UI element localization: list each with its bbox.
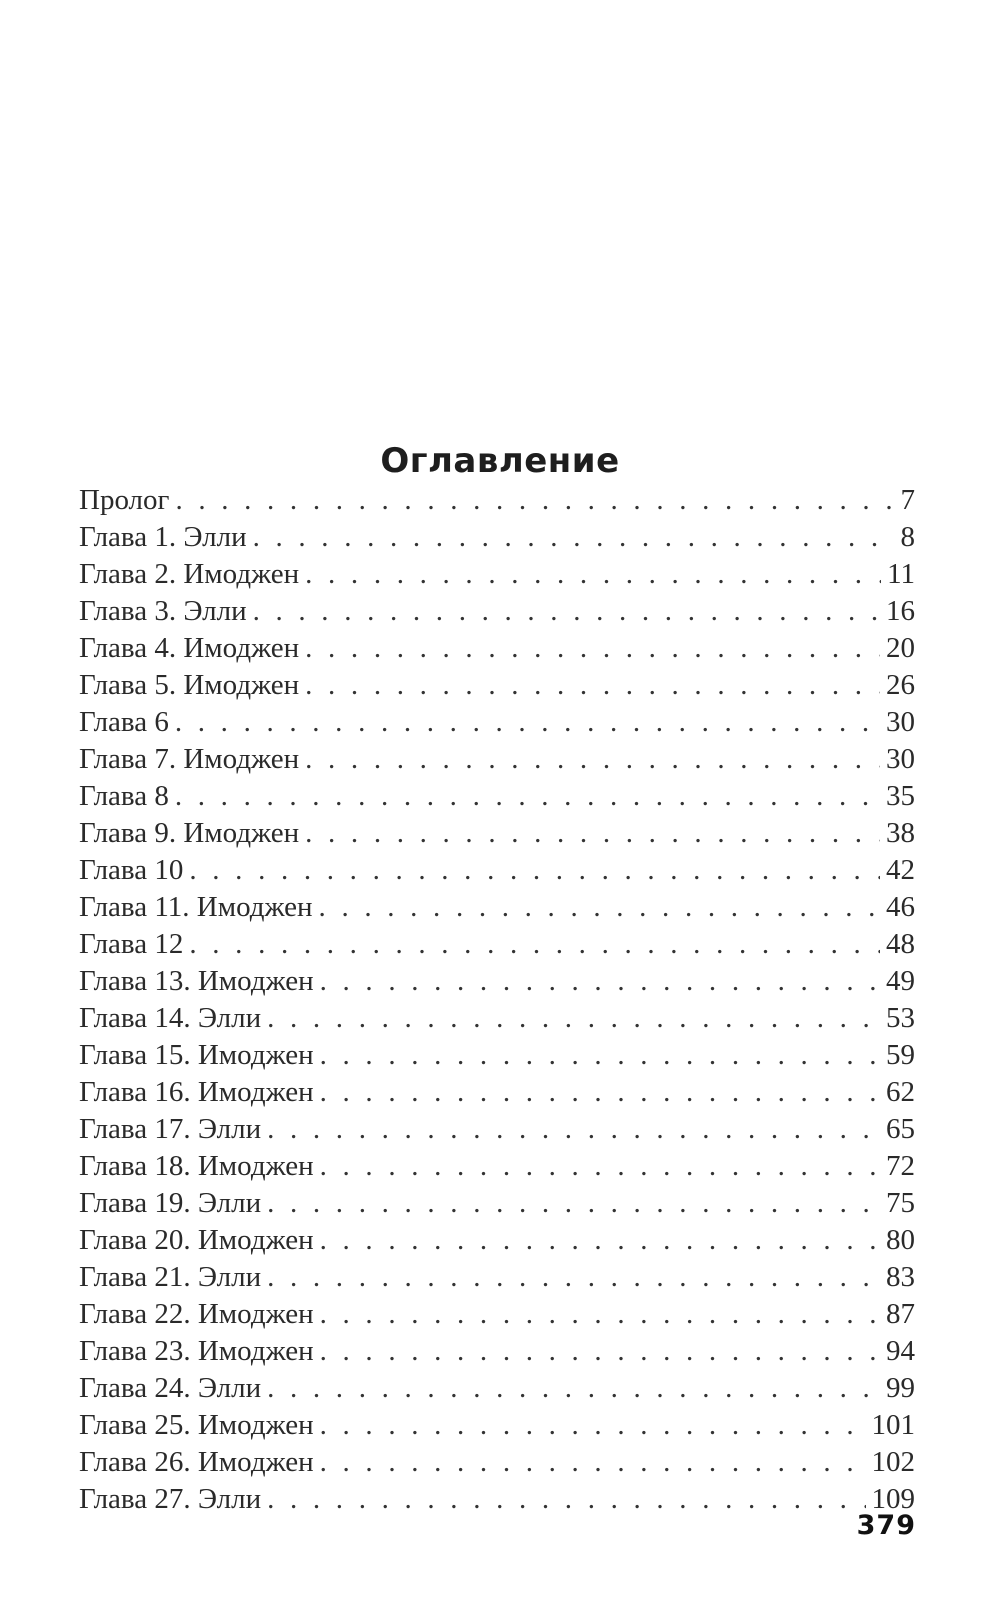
toc-entry-page: 101 <box>871 1409 915 1441</box>
toc-entry-label: Глава 25. Имоджен <box>79 1409 314 1441</box>
toc-entry <box>79 1372 915 1409</box>
toc-entry-page: 20 <box>886 632 915 664</box>
toc-entry-page: 7 <box>900 484 915 516</box>
toc-entry <box>79 854 915 891</box>
toc-entry-label: Глава 12 <box>79 928 184 960</box>
toc-entry-label: Глава 18. Имоджен <box>79 1150 314 1182</box>
toc-entry-page: 59 <box>886 1039 915 1071</box>
toc-entry-label: Глава 10 <box>79 854 184 886</box>
dot-leader <box>320 1039 880 1072</box>
toc-entry-label: Глава 7. Имоджен <box>79 743 300 775</box>
toc-entry-label: Пролог <box>79 484 170 516</box>
toc-entry-page: 46 <box>886 891 915 923</box>
toc-entry-label: Глава 16. Имоджен <box>79 1076 314 1108</box>
toc-entry <box>79 1002 915 1039</box>
toc-entry-label: Глава 4. Имоджен <box>79 632 300 664</box>
dot-leader <box>320 1076 880 1109</box>
toc-entry-page: 49 <box>886 965 915 997</box>
toc-entry <box>79 1187 915 1224</box>
toc-entry-page: 48 <box>886 928 915 960</box>
toc-entry-label: Глава 3. Элли <box>79 595 247 627</box>
toc-entry-label: Глава 14. Элли <box>79 1002 262 1034</box>
toc-entry-label: Глава 11. Имоджен <box>79 891 313 923</box>
toc-entry-page: 8 <box>900 521 915 553</box>
toc-entry-label: Глава 6 <box>79 706 169 738</box>
toc-entry-page: 35 <box>886 780 915 812</box>
toc-entry-label: Глава 20. Имоджен <box>79 1224 314 1256</box>
toc-entry-page: 72 <box>886 1150 915 1182</box>
dot-leader <box>267 1002 880 1035</box>
toc-entry <box>79 595 915 632</box>
dot-leader <box>189 854 880 887</box>
toc-entry <box>79 891 915 928</box>
dot-leader <box>175 706 880 739</box>
toc-entry <box>79 743 915 780</box>
toc-entry <box>79 558 915 595</box>
toc-entry-page: 53 <box>886 1002 915 1034</box>
toc-entry-label: Глава 13. Имоджен <box>79 965 314 997</box>
toc-entry <box>79 1113 915 1150</box>
toc-entry <box>79 1409 915 1446</box>
toc-entry-page: 109 <box>871 1483 915 1515</box>
dot-leader <box>305 817 880 850</box>
toc-entry-page: 62 <box>886 1076 915 1108</box>
dot-leader <box>320 1224 880 1257</box>
toc-entry-page: 102 <box>871 1446 915 1478</box>
dot-leader <box>305 632 880 665</box>
toc-entry <box>79 1335 915 1372</box>
toc-entry-page: 16 <box>886 595 915 627</box>
table-of-contents <box>79 484 915 1520</box>
dot-leader <box>320 1335 880 1368</box>
toc-entry-page: 87 <box>886 1298 915 1330</box>
toc-entry <box>79 706 915 743</box>
toc-entry-label: Глава 17. Элли <box>79 1113 262 1145</box>
toc-entry-label: Глава 2. Имоджен <box>79 558 300 590</box>
toc-entry <box>79 965 915 1002</box>
dot-leader <box>267 1187 880 1220</box>
toc-entry-page: 65 <box>886 1113 915 1145</box>
toc-entry <box>79 817 915 854</box>
toc-entry <box>79 1039 915 1076</box>
toc-entry-page: 94 <box>886 1335 915 1367</box>
toc-entry-label: Глава 9. Имоджен <box>79 817 300 849</box>
dot-leader <box>189 928 880 961</box>
toc-entry-label: Глава 22. Имоджен <box>79 1298 314 1330</box>
dot-leader <box>267 1483 865 1516</box>
dot-leader <box>305 558 881 591</box>
toc-entry <box>79 521 915 558</box>
dot-leader <box>175 484 894 517</box>
toc-entry-label: Глава 5. Имоджен <box>79 669 300 701</box>
toc-entry-page: 30 <box>886 743 915 775</box>
toc-entry-page: 42 <box>886 854 915 886</box>
dot-leader <box>319 891 880 924</box>
toc-entry-label: Глава 24. Элли <box>79 1372 262 1404</box>
toc-entry-page: 75 <box>886 1187 915 1219</box>
dot-leader <box>253 595 880 628</box>
toc-entry-label: Глава 23. Имоджен <box>79 1335 314 1367</box>
toc-entry-page: 38 <box>886 817 915 849</box>
toc-entry-label: Глава 1. Элли <box>79 521 247 553</box>
dot-leader <box>175 780 880 813</box>
dot-leader <box>305 743 880 776</box>
toc-entry <box>79 1483 915 1520</box>
dot-leader <box>267 1372 880 1405</box>
toc-entry <box>79 1298 915 1335</box>
dot-leader <box>320 1446 866 1479</box>
toc-entry <box>79 1076 915 1113</box>
toc-entry <box>79 1446 915 1483</box>
toc-entry <box>79 669 915 706</box>
toc-entry <box>79 1150 915 1187</box>
toc-entry-page: 83 <box>886 1261 915 1293</box>
toc-entry-page: 99 <box>886 1372 915 1404</box>
toc-entry-label: Глава 26. Имоджен <box>79 1446 314 1478</box>
toc-entry <box>79 780 915 817</box>
toc-entry <box>79 632 915 669</box>
toc-entry <box>79 1261 915 1298</box>
toc-entry-page: 11 <box>887 558 915 590</box>
dot-leader <box>320 1409 866 1442</box>
toc-entry-page: 26 <box>886 669 915 701</box>
dot-leader <box>320 965 880 998</box>
toc-entry-label: Глава 15. Имоджен <box>79 1039 314 1071</box>
dot-leader <box>305 669 880 702</box>
toc-entry-page: 30 <box>886 706 915 738</box>
dot-leader <box>267 1261 880 1294</box>
toc-entry-label: Глава 21. Элли <box>79 1261 262 1293</box>
toc-entry <box>79 484 915 521</box>
dot-leader <box>320 1298 880 1331</box>
toc-entry-page: 80 <box>886 1224 915 1256</box>
toc-entry-label: Глава 8 <box>79 780 169 812</box>
toc-entry-label: Глава 19. Элли <box>79 1187 262 1219</box>
dot-leader <box>253 521 895 554</box>
page-title: Оглавление <box>380 440 620 481</box>
toc-entry <box>79 928 915 965</box>
dot-leader <box>267 1113 880 1146</box>
toc-entry-label: Глава 27. Элли <box>79 1483 262 1515</box>
toc-entry <box>79 1224 915 1261</box>
page-number: 379 <box>856 1510 916 1541</box>
dot-leader <box>320 1150 880 1183</box>
